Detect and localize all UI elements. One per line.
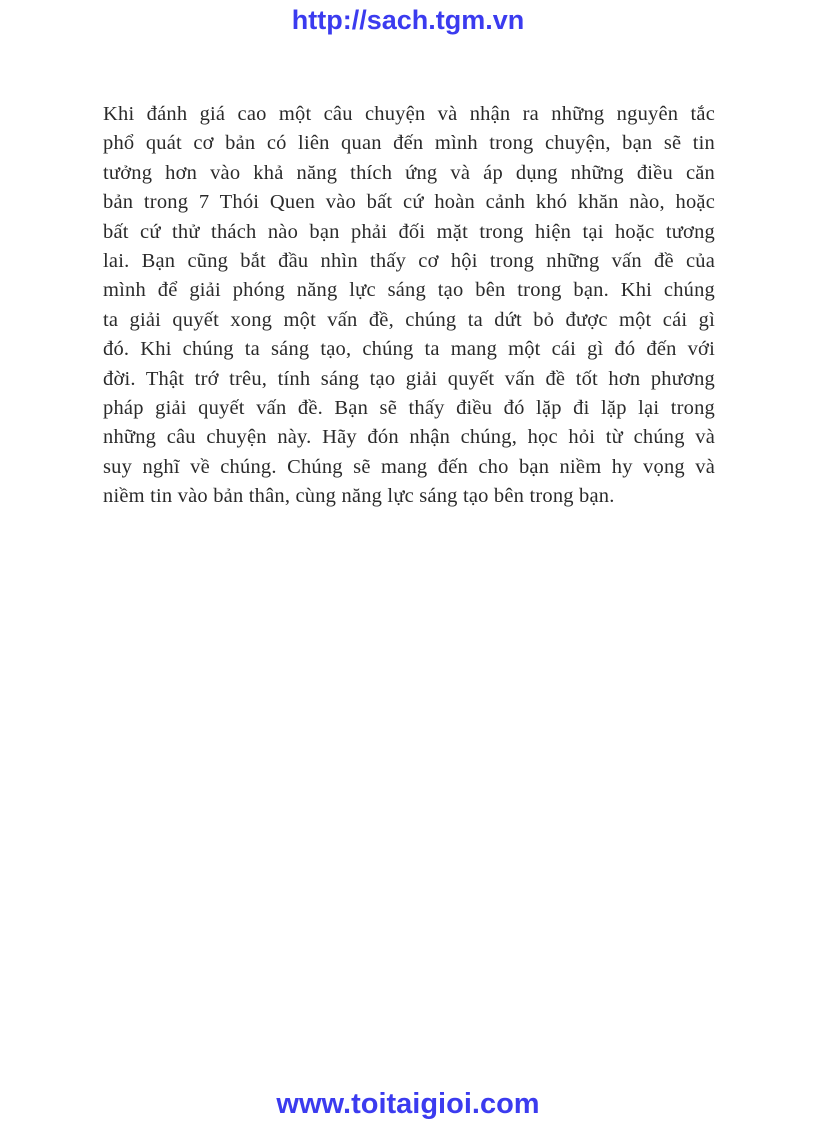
paragraph-line: bất cứ thử thách nào bạn phải đối mặt trong hiện tại hoặc tương bbox=[103, 220, 715, 243]
paragraph-line: bản trong 7 Thói Quen vào bất cứ hoàn cảnh khó khăn nào, hoặc bbox=[103, 191, 715, 214]
paragraph-line: suy nghĩ về chúng. Chúng sẽ mang đến cho bạn niềm hy vọng và bbox=[103, 455, 715, 478]
paragraph-line: niềm tin vào bản thân, cùng năng lực sáng tạo bên trong bạn. bbox=[103, 485, 615, 508]
paragraph-line: phổ quát cơ bản có liên quan đến mình trong chuyện, bạn sẽ tin bbox=[103, 132, 715, 155]
paragraph-line: tưởng hơn vào khả năng thích ứng và áp dụng những điều căn bbox=[103, 161, 715, 184]
paragraph-line: đó. Khi chúng ta sáng tạo, chúng ta mang một cái gì đó đến với bbox=[103, 338, 715, 361]
paragraph-line: mình để giải phóng năng lực sáng tạo bên trong bạn. Khi chúng bbox=[103, 279, 715, 302]
paragraph-line: Khi đánh giá cao một câu chuyện và nhận ra những nguyên tắc bbox=[103, 103, 715, 125]
paragraph-line: đời. Thật trớ trêu, tính sáng tạo giải quyết vấn đề tốt hơn phương bbox=[103, 367, 715, 390]
paragraph-line: những câu chuyện này. Hãy đón nhận chúng, học hỏi từ chúng và bbox=[103, 426, 715, 449]
paragraph-line: pháp giải quyết vấn đề. Bạn sẽ thấy điều đó lặp đi lặp lại trong bbox=[103, 397, 715, 420]
paragraph-line: lai. Bạn cũng bắt đầu nhìn thấy cơ hội trong những vấn đề của bbox=[103, 250, 715, 273]
header-url-link[interactable]: http://sach.tgm.vn bbox=[291, 5, 525, 35]
paragraph-line: ta giải quyết xong một vấn đề, chúng ta dứt bỏ được một cái gì bbox=[103, 308, 715, 331]
footer-url-link[interactable]: www.toitaigioi.com bbox=[276, 1088, 540, 1120]
body-paragraph bbox=[103, 100, 715, 512]
